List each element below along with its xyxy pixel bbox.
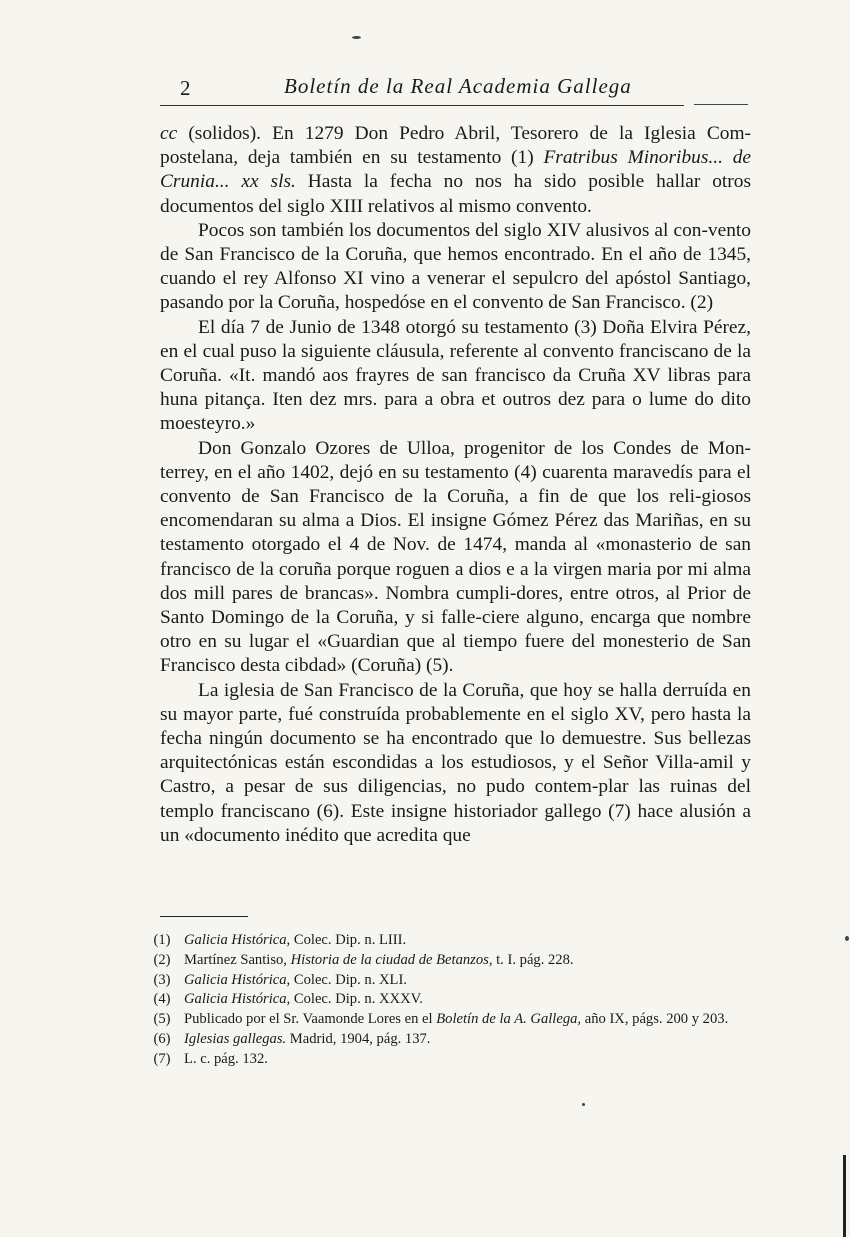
paragraph-4: Don Gonzalo Ozores de Ulloa, progenitor de los Condes de Mon-terrey, en el año 1402, dejó en su testamento (4) cuarenta maravedís para el convento de San Francisco de la Coruña, a fin de que los reli-giosos encomendaran su alma a Dios. El insigne Gómez Pérez das Mariñas, en su testamento otorgado el 4 de Nov. de 1474, manda al «monasterio de san francisco de la coruña porque roguen a dios e a la virgen maria por mi alma dos mill pares de brancas». Nombra cumpli-dores, entre otros, al Prior de Santo Domingo de la Coruña, y si falle-ciere alguno, encarga que nombre otro en su lugar el «Guardian que al tiempo fuere del monesterio de San Francisco desta cibdad» (Coruña) (5). (160, 437, 751, 677)
footnote-number: (1) (153, 932, 171, 948)
footnote (140, 990, 756, 1010)
footnote-title: Historia de la ciudad de Betanzos, (290, 951, 493, 968)
italic-fragment: cc (160, 123, 178, 144)
footnote (140, 1030, 756, 1050)
latin-quote: Fratribus Minoribus... de Crunia... xx sls. (160, 147, 752, 193)
footnote (140, 1050, 756, 1070)
footnote-text: Publicado por el Sr. Vaamonde Lores en el (184, 1011, 437, 1028)
footnote-text: t. I. pág. 228. (492, 951, 574, 968)
body-text (160, 122, 751, 848)
footnote (140, 1010, 756, 1030)
footnote (140, 951, 756, 971)
footnotes (140, 931, 756, 1070)
footnote (140, 931, 756, 951)
footnote-text: Colec. Dip. n. XLI. (290, 971, 407, 988)
footnote-number: (3) (153, 971, 171, 988)
footnote-text: año IX, págs. 200 y 203. (581, 1011, 729, 1028)
footnote-number: (5) (153, 1011, 171, 1028)
print-speck (582, 1103, 585, 1106)
footnote-title: Galicia Histórica, (184, 991, 291, 1008)
footnote (140, 971, 756, 991)
paragraph-3: El día 7 de Junio de 1348 otorgó su testamento (3) Doña Elvira Pérez, en el cual puso la siguiente cláusula, referente al convento franciscano de la Coruña. «It. mandó aos frayres de san francisco da Cruña XV libras para huna pitança. Iten dez mrs. para a obra et outros dez para o lume do dito moesteyro.» (160, 316, 751, 435)
header-rule-ornament (694, 104, 748, 105)
header-rule (160, 105, 684, 106)
paragraph-5: La iglesia de San Francisco de la Coruña, que hoy se halla derruída en su mayor parte, fué construída probablemente en el siglo XV, pero hasta la fecha ningún documento se ha encontrado que lo demuestre. Sus bellezas arquitectónicas están escondidas a los estudiosos, y el Señor Villa-amil y Castro, a pesar de sus diligencias, no pudo contem-plar las ruinas del templo franciscano (6). Este insigne historiador gallego (7) hace alusión a un «documento inédito que acredita que (160, 679, 751, 846)
footnote-number: (4) (153, 991, 171, 1008)
text-fragment: (solidos). En 1279 Don Pedro Abril, Tesorero de la Iglesia Com-postelana, deja también en su testamento (1) (160, 123, 751, 169)
paragraph-2: Pocos son también los documentos del siglo XIV alusivos al con-vento de San Francisco de la Coruña, que hemos encontrado. En el año de 1345, cuando el rey Alfonso XI vino a venerar el sepulcro del apóstol Santiago, pasando por la Coruña, hospedóse en el convento de San Francisco. (2) (160, 219, 751, 314)
footnote-title: Galicia Histórica, (184, 932, 291, 948)
paragraph-1 (160, 122, 751, 219)
footnote-text: L. c. pág. 132. (184, 1050, 268, 1067)
page-edge-mark (843, 1155, 846, 1237)
footnote-rule (160, 916, 248, 917)
running-title: Boletín de la Real Academia Gallega (284, 74, 632, 98)
footnote-number: (2) (153, 951, 171, 968)
text-fragment: Hasta la fecha no nos ha sido posible hallar otros documentos del siglo XIII relativos al mismo convento. (160, 171, 752, 217)
footnote-title: Iglesias gallegas. (184, 1030, 287, 1047)
footnote-text: Madrid, 1904, pág. 137. (286, 1030, 431, 1047)
page-number: 2 (180, 76, 191, 100)
footnote-number: (6) (153, 1030, 171, 1047)
footnote-text: Colec. Dip. n. XXXV. (290, 991, 423, 1008)
footnote-title: Boletín de la A. Gallega, (436, 1011, 582, 1028)
page-header (176, 74, 750, 104)
footnote-title: Galicia Histórica, (184, 971, 291, 988)
footnote-number: (7) (153, 1050, 171, 1067)
footnote-text: Colec. Dip. n. LIII. (290, 932, 407, 948)
footnote-text: Martínez Santiso, (184, 951, 291, 968)
print-speck (352, 36, 361, 39)
print-speck (845, 936, 849, 941)
